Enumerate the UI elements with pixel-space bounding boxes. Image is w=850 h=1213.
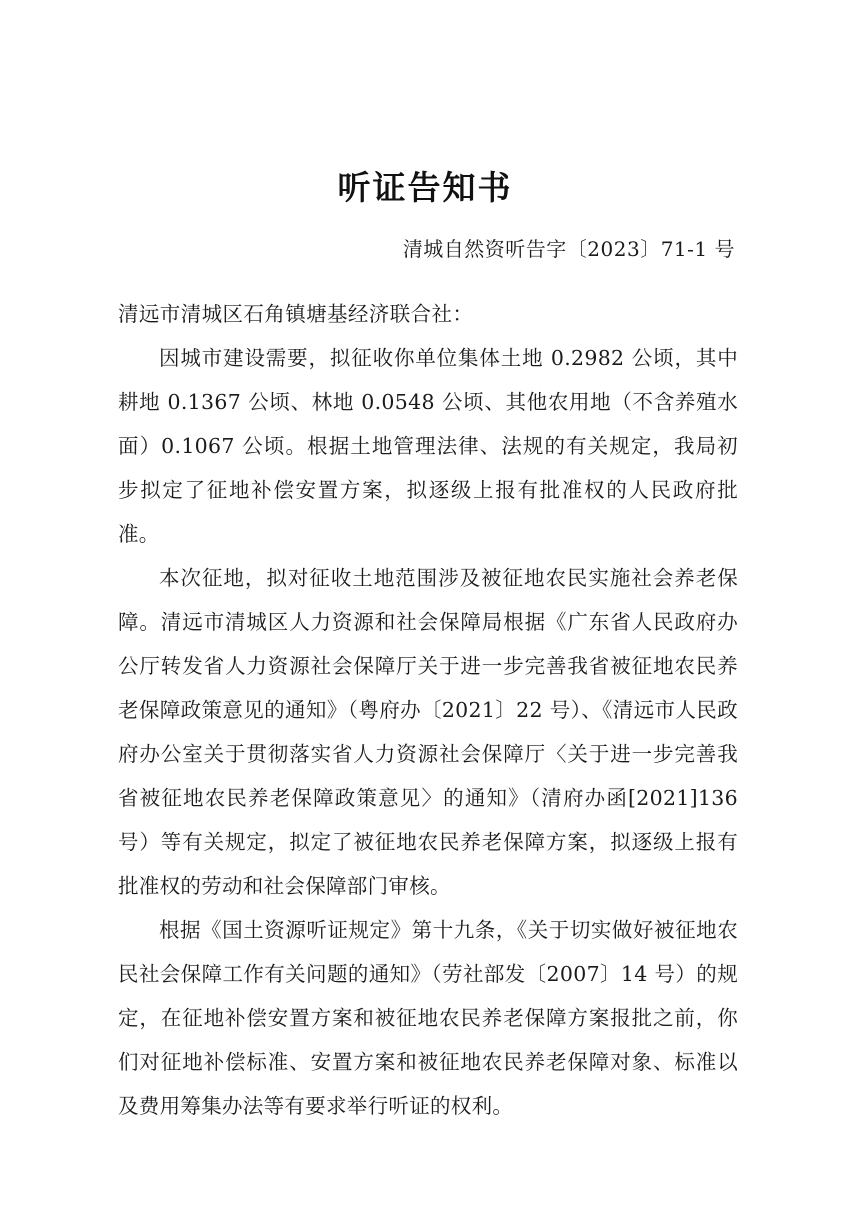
addressee-line: 清远市清城区石角镇塘基经济联合社： bbox=[118, 302, 474, 326]
body-paragraph-2: 本次征地，拟对征收土地范围涉及被征地农民实施社会养老保障。清远市清城区人力资源和社会保障局根据《广东省人民政府办公厅转发省人力资源社会保障厅关于进一步完善我省被征地农民养老保障政策意见的通知》（粤府办〔2021〕22 号）、《清远市人民政府办公室关于贯彻落实省人力资源社会保障厅〈关于进一步完善我省被征地农民养老保障政策意见〉的通知》（清府办函[2021]136 号）等有关规定，拟定了被征地农民养老保障方案，拟逐级上报有批准权的劳动和社会保障部门审核。 bbox=[118, 566, 738, 898]
page-title: 听证告知书 bbox=[337, 168, 513, 207]
document-number: 清城自然资听告字〔2023〕71-1 号 bbox=[402, 237, 735, 261]
document-body bbox=[118, 292, 738, 1128]
body-paragraph-1: 因城市建设需要，拟征收你单位集体土地 0.2982 公顷，其中耕地 0.1367 公顷、林地 0.0548 公顷、其他农用地（不含养殖水面）0.1067 公顷。根据土地管理法律、法规的有关规定，我局初步拟定了征地补偿安置方案，拟逐级上报有批准权的人民政府批准。 bbox=[118, 346, 738, 546]
body-paragraph-3: 根据《国土资源听证规定》第十九条，《关于切实做好被征地农民社会保障工作有关问题的通知》（劳社部发〔2007〕14 号）的规定，在征地补偿安置方案和被征地农民养老保障方案报批之前，你们对征地补偿标准、安置方案和被征地农民养老保障对象、标准以及费用筹集办法等有要求举行听证的权利。 bbox=[118, 918, 738, 1118]
